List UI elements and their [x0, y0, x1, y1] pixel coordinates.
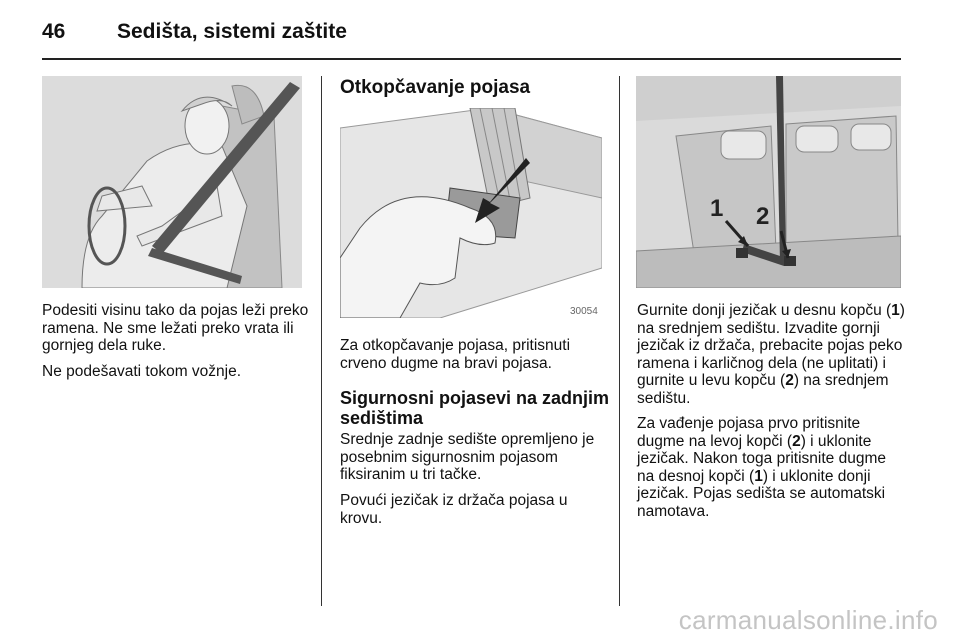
paragraph-adjust-height: Podesiti visinu tako da pojas leži preko ramena. Ne sme ležati preko vrata ili gornjeg dela ruke.	[42, 302, 309, 355]
page-header	[42, 18, 902, 58]
heading-rear-seat-belts: Sigurnosni pojasevi na zadnjim sedištima	[340, 388, 610, 428]
callout-2: 2	[756, 203, 770, 230]
figure-code: 30054	[570, 306, 598, 317]
paragraph-no-adjust-driving: Ne podešavati tokom vožnje.	[42, 363, 242, 380]
column-divider-1	[321, 76, 322, 606]
paragraph-fasten-middle-belt: Gurnite donji jezičak u desnu kopču (1) na srednjem sedištu. Izvadite gornji jezičak iz držača, prebacite pojas peko ramena i karličnog dela (ne uplitati) i gurnite u levu kopču (2) na srednjem sedištu.	[637, 302, 905, 407]
paragraph-remove-middle-belt: Za vađenje pojasa prvo pritisnite dugme na levoj kopči (2) i uklonite jezičak. Nakon toga pritisnite dugme na desnoj kopči (1) i uklonite donji jezičak. Pojas sedišta se automatski namotava.	[637, 415, 886, 520]
rear-seat-belt-illustration	[636, 76, 901, 288]
paragraph-middle-seat-three-point: Srednje zadnje sedište opremljeno je posebnim sigurnosnim pojasom fiksiranim u tri tačke.	[340, 431, 595, 484]
paragraph-pull-tongue: Povući jezičak iz držača pojasa u krovu.	[340, 492, 568, 527]
header-rule	[42, 58, 901, 60]
column-divider-2	[619, 76, 620, 606]
callout-1: 1	[710, 195, 724, 222]
buckle-release-illustration	[340, 108, 602, 318]
page-title: Sedišta, sistemi zaštite	[117, 20, 347, 43]
watermark: carmanualsonline.info	[678, 605, 938, 635]
driver-seatbelt-illustration	[42, 76, 302, 288]
paragraph-press-red-button: Za otkopčavanje pojasa, pritisnuti crveno dugme na bravi pojasa.	[340, 337, 571, 372]
heading-unbuckling: Otkopčavanje pojasa	[340, 77, 531, 98]
page-number: 46	[42, 20, 66, 43]
